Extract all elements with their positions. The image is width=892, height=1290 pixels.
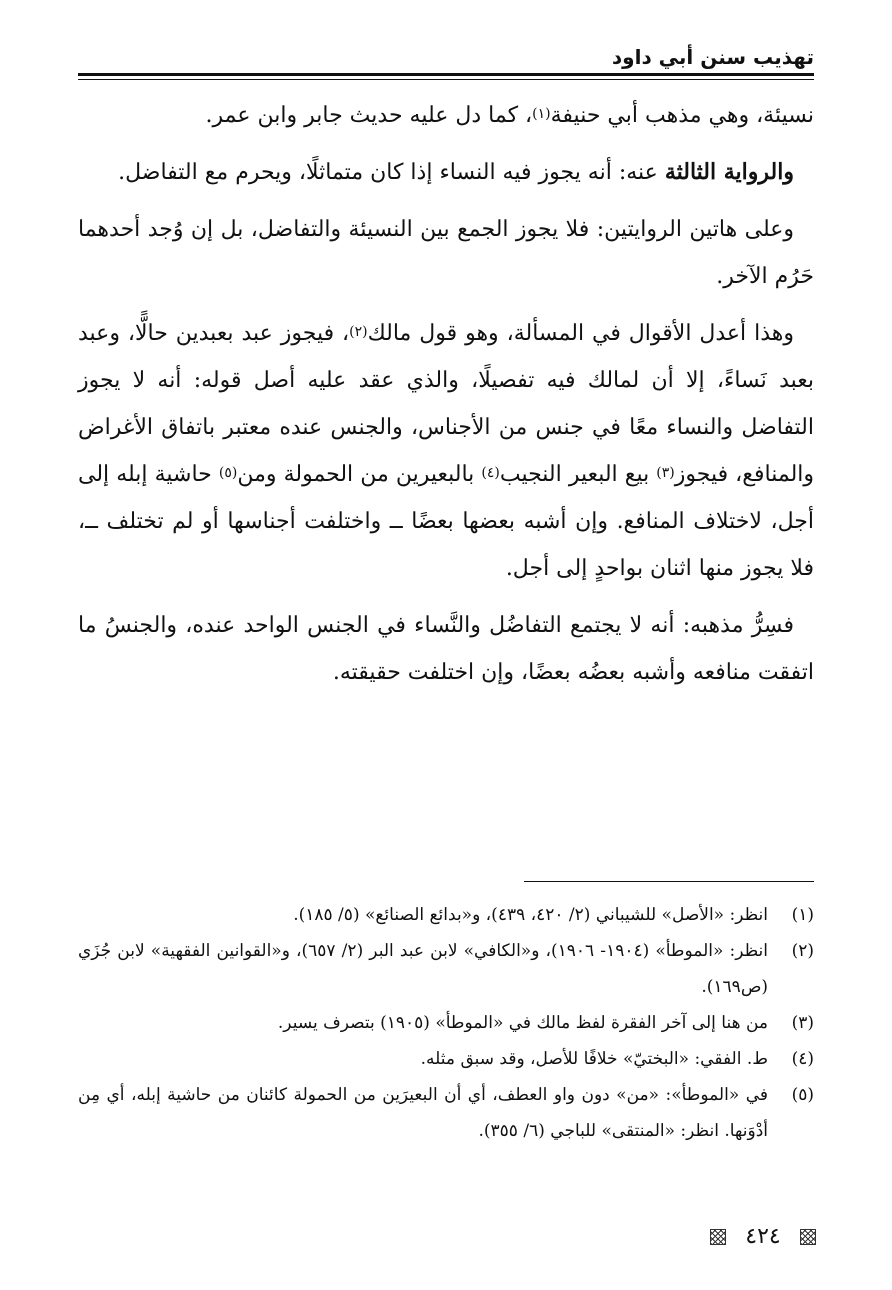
footnote-ref-4[interactable]: (٤) [481,465,500,481]
paragraph-1: نسيئة، وهي مذهب أبي حنيفة$^{(١)}$، كما دل عليه حديث جابر وابن عمر. [205,103,814,128]
page-number [710,1224,816,1250]
footnote-ref-2[interactable]: (٢) [349,324,368,340]
footnote-text: من هنا إلى آخر الفقرة لفظ مالك في «الموطأ» (١٩٠٥) بتصرف يسير. [277,1013,768,1033]
footnote-number: (٢) [791,941,814,961]
footnote-1 [78,897,814,933]
main-text [78,92,814,696]
footnote-text: انظر: «الأصل» للشيباني (٢/ ٤٢٠، ٤٣٩)، و«بدائع الصنائع» (٥/ ١٨٥). [293,905,768,925]
running-header: تهذيب سنن أبي داود [611,45,814,69]
paragraph-3: وعلى هاتين الروايتين: فلا يجوز الجمع بين النسيئة والتفاضل، بل إن وُجد أحدهما حَرُم الآخر. [78,217,814,289]
footnote-number: (٣) [791,1013,814,1033]
header-rule-thick [78,73,814,76]
footnote-text: ط. الفقي: «البختيّ» خلافًا للأصل، وقد سبق مثله. [420,1049,768,1069]
paragraph-5: فسِرُّ مذهبه: أنه لا يجتمع التفاضُل والنَّساء في الجنس الواحد عنده، والجنسُ ما اتفقت منافعه وأشبه بعضُه بعضًا، وإن اختلفت حقيقته. [78,613,814,685]
footnote-ref-3[interactable]: (٣) [656,465,675,481]
footnote-text: في «الموطأ»: «من» دون واو العطف، أي أن البعيرَين من الحمولة كائنان من حاشية إبله، أي مِن أدْوَنها. انظر: «المنتقى» للباجي (٦/ ٣٥٥). [78,1085,768,1141]
header-rule-thin [78,79,814,80]
page-number-text: ٤٢٤ [745,1224,781,1249]
footnote-5 [78,1077,814,1149]
footnote-number: (٥) [791,1085,814,1105]
footnote-number: (١) [791,905,814,925]
footnote-separator [524,881,814,882]
paragraph-4: وهذا أعدل الأقوال في المسألة، وهو قول مالك$^{(٢)}$، فيجوز عبد بعبدين حالًّا، وعبد بعبد نَساءً، إلا أن لمالك فيه تفصيلًا، والذي عقد عليه أصل قوله: أنه لا يجوز التفاضل والنساء معًا في جنس من الأجناس، والجنس عنده معتبر باتفاق الأغراض والمنافع، فيجوز$^{(٣)}$ بيع البعير النجيب$^{(٤)}$ بالبعيرين من الحمولة ومن$^{(٥)}$ حاشية إبله إلى أجل، لاختلاف المنافع. وإن أشبه بعضها بعضًا ــ واختلفت أجناسها أو لم تختلف ــ، فلا يجوز منها اثنان بواحدٍ إلى أجل. [78,321,815,581]
footnote-number: (٤) [791,1049,814,1069]
footnotes [78,897,814,1149]
paragraph-2: والرواية الثالثة عنه: أنه يجوز فيه النساء إذا كان متماثلًا، ويحرم مع التفاضل. [118,159,794,185]
footnote-ref-1[interactable]: (١) [532,106,551,122]
ornament-icon [710,1229,726,1245]
ornament-icon [800,1229,816,1245]
footnote-4 [78,1041,814,1077]
footnote-2 [78,933,814,1005]
bold-lead: والرواية الثالثة [664,159,794,185]
footnote-ref-5[interactable]: (٥) [218,465,238,481]
footnote-3 [78,1005,814,1041]
footnote-text: انظر: «الموطأ» (١٩٠٤- ١٩٠٦)، و«الكافي» لابن عبد البر (٢/ ٦٥٧)، و«القوانين الفقهية» لابن جُزَي (ص١٦٩). [78,941,768,997]
